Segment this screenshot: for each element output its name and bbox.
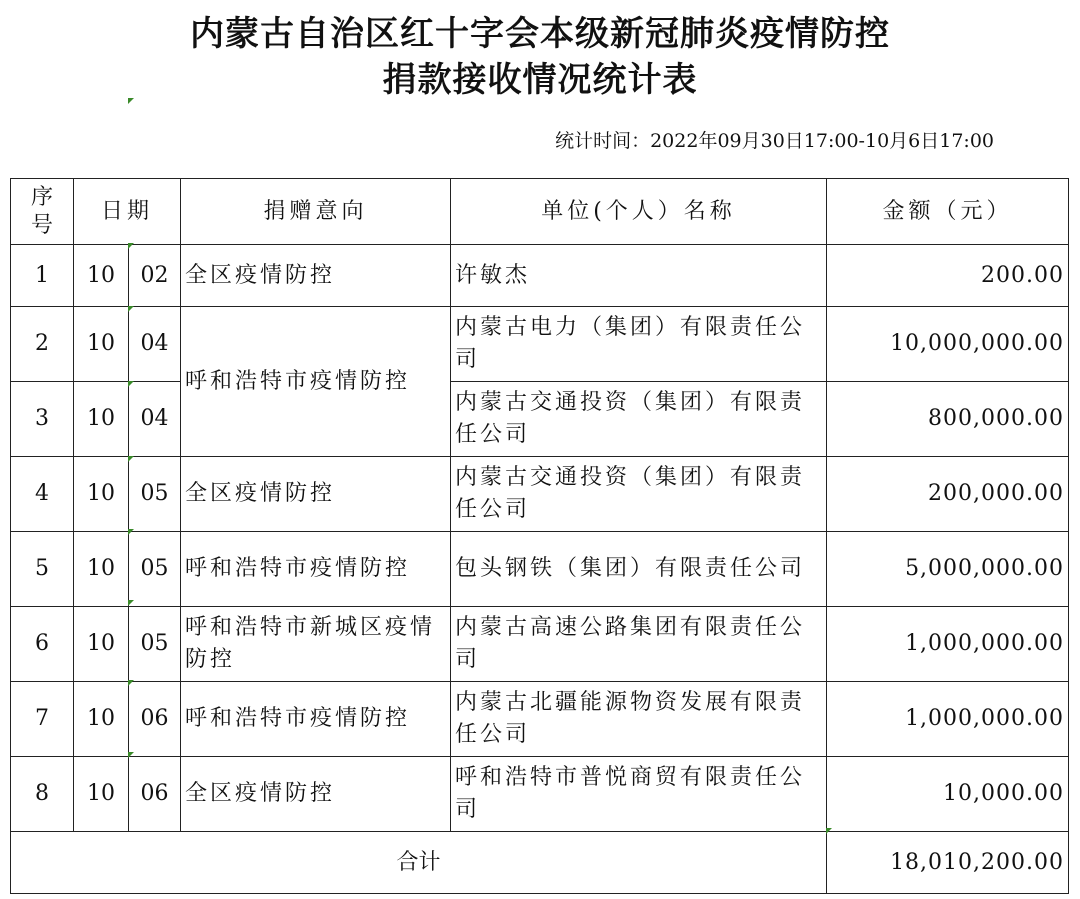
donor-cell: 内蒙古北疆能源物资发展有限责任公司 [451, 682, 827, 757]
cell-marker [128, 381, 134, 387]
purpose-cell: 呼和浩特市疫情防控 [181, 532, 451, 607]
amount-cell: 10,000,000.00 [827, 307, 1069, 382]
corner-marker [128, 98, 134, 104]
day-cell: 06 [129, 757, 181, 832]
total-label: 合计 [11, 832, 827, 894]
cell-marker [128, 243, 134, 249]
donor-cell: 内蒙古电力（集团）有限责任公司 [451, 307, 827, 382]
day-cell: 02 [129, 245, 181, 307]
month-cell: 10 [74, 607, 129, 682]
header-donor: 单位(个人）名称 [451, 179, 827, 245]
header-amount: 金额（元） [827, 179, 1069, 245]
month-cell: 10 [74, 307, 129, 382]
table-header-row [11, 179, 1069, 245]
donor-cell: 包头钢铁（集团）有限责任公司 [451, 532, 827, 607]
amount-cell: 1,000,000.00 [827, 607, 1069, 682]
table-row [11, 532, 1069, 607]
cell-marker [128, 306, 134, 312]
donor-cell: 呼和浩特市普悦商贸有限责任公司 [451, 757, 827, 832]
header-seq: 序号 [11, 179, 74, 245]
cell-marker [128, 680, 134, 686]
day-cell: 05 [129, 532, 181, 607]
seq-cell: 8 [11, 757, 74, 832]
donor-cell: 许敏杰 [451, 245, 827, 307]
cell-marker [128, 456, 134, 462]
amount-cell: 5,000,000.00 [827, 532, 1069, 607]
day-cell: 04 [129, 307, 181, 382]
table-row [11, 607, 1069, 682]
seq-cell: 2 [11, 307, 74, 382]
table-row [11, 757, 1069, 832]
purpose-cell: 呼和浩特市新城区疫情防控 [181, 607, 451, 682]
day-cell: 06 [129, 682, 181, 757]
donor-cell: 内蒙古交通投资（集团）有限责任公司 [451, 457, 827, 532]
donor-cell: 内蒙古高速公路集团有限责任公司 [451, 607, 827, 682]
month-cell: 10 [74, 457, 129, 532]
purpose-cell: 全区疫情防控 [181, 757, 451, 832]
table-row [11, 245, 1069, 307]
donor-cell: 内蒙古交通投资（集团）有限责任公司 [451, 382, 827, 457]
day-cell: 05 [129, 607, 181, 682]
donation-table [10, 178, 1069, 894]
total-row [11, 832, 1069, 894]
seq-cell: 7 [11, 682, 74, 757]
amount-cell: 200,000.00 [827, 457, 1069, 532]
title-line-2: 捐款接收情况统计表 [382, 60, 698, 100]
purpose-cell: 呼和浩特市疫情防控 [181, 307, 451, 457]
title-line-1: 内蒙古自治区红十字会本级新冠肺炎疫情防控 [190, 14, 890, 54]
amount-cell: 1,000,000.00 [827, 682, 1069, 757]
seq-cell: 1 [11, 245, 74, 307]
stat-time: 统计时间：2022年09月30日17:00-10月6日17:00 [555, 130, 994, 152]
seq-cell: 4 [11, 457, 74, 532]
table-row [11, 682, 1069, 757]
header-purpose: 捐赠意向 [181, 179, 451, 245]
purpose-cell: 呼和浩特市疫情防控 [181, 682, 451, 757]
amount-cell: 800,000.00 [827, 382, 1069, 457]
month-cell: 10 [74, 245, 129, 307]
cell-marker [128, 752, 134, 758]
month-cell: 10 [74, 382, 129, 457]
seq-cell: 6 [11, 607, 74, 682]
cell-marker [128, 600, 134, 606]
purpose-cell: 全区疫情防控 [181, 457, 451, 532]
amount-cell: 10,000.00 [827, 757, 1069, 832]
seq-cell: 3 [11, 382, 74, 457]
month-cell: 10 [74, 757, 129, 832]
table-row [11, 307, 1069, 382]
header-date: 日期 [74, 179, 181, 245]
seq-cell: 5 [11, 532, 74, 607]
purpose-cell: 全区疫情防控 [181, 245, 451, 307]
month-cell: 10 [74, 682, 129, 757]
total-amount: 18,010,200.00 [827, 832, 1069, 894]
day-cell: 04 [129, 382, 181, 457]
month-cell: 10 [74, 532, 129, 607]
cell-marker [128, 529, 134, 535]
day-cell: 05 [129, 457, 181, 532]
table-row [11, 457, 1069, 532]
amount-cell: 200.00 [827, 245, 1069, 307]
table-row [11, 382, 1069, 457]
cell-marker [826, 828, 832, 834]
